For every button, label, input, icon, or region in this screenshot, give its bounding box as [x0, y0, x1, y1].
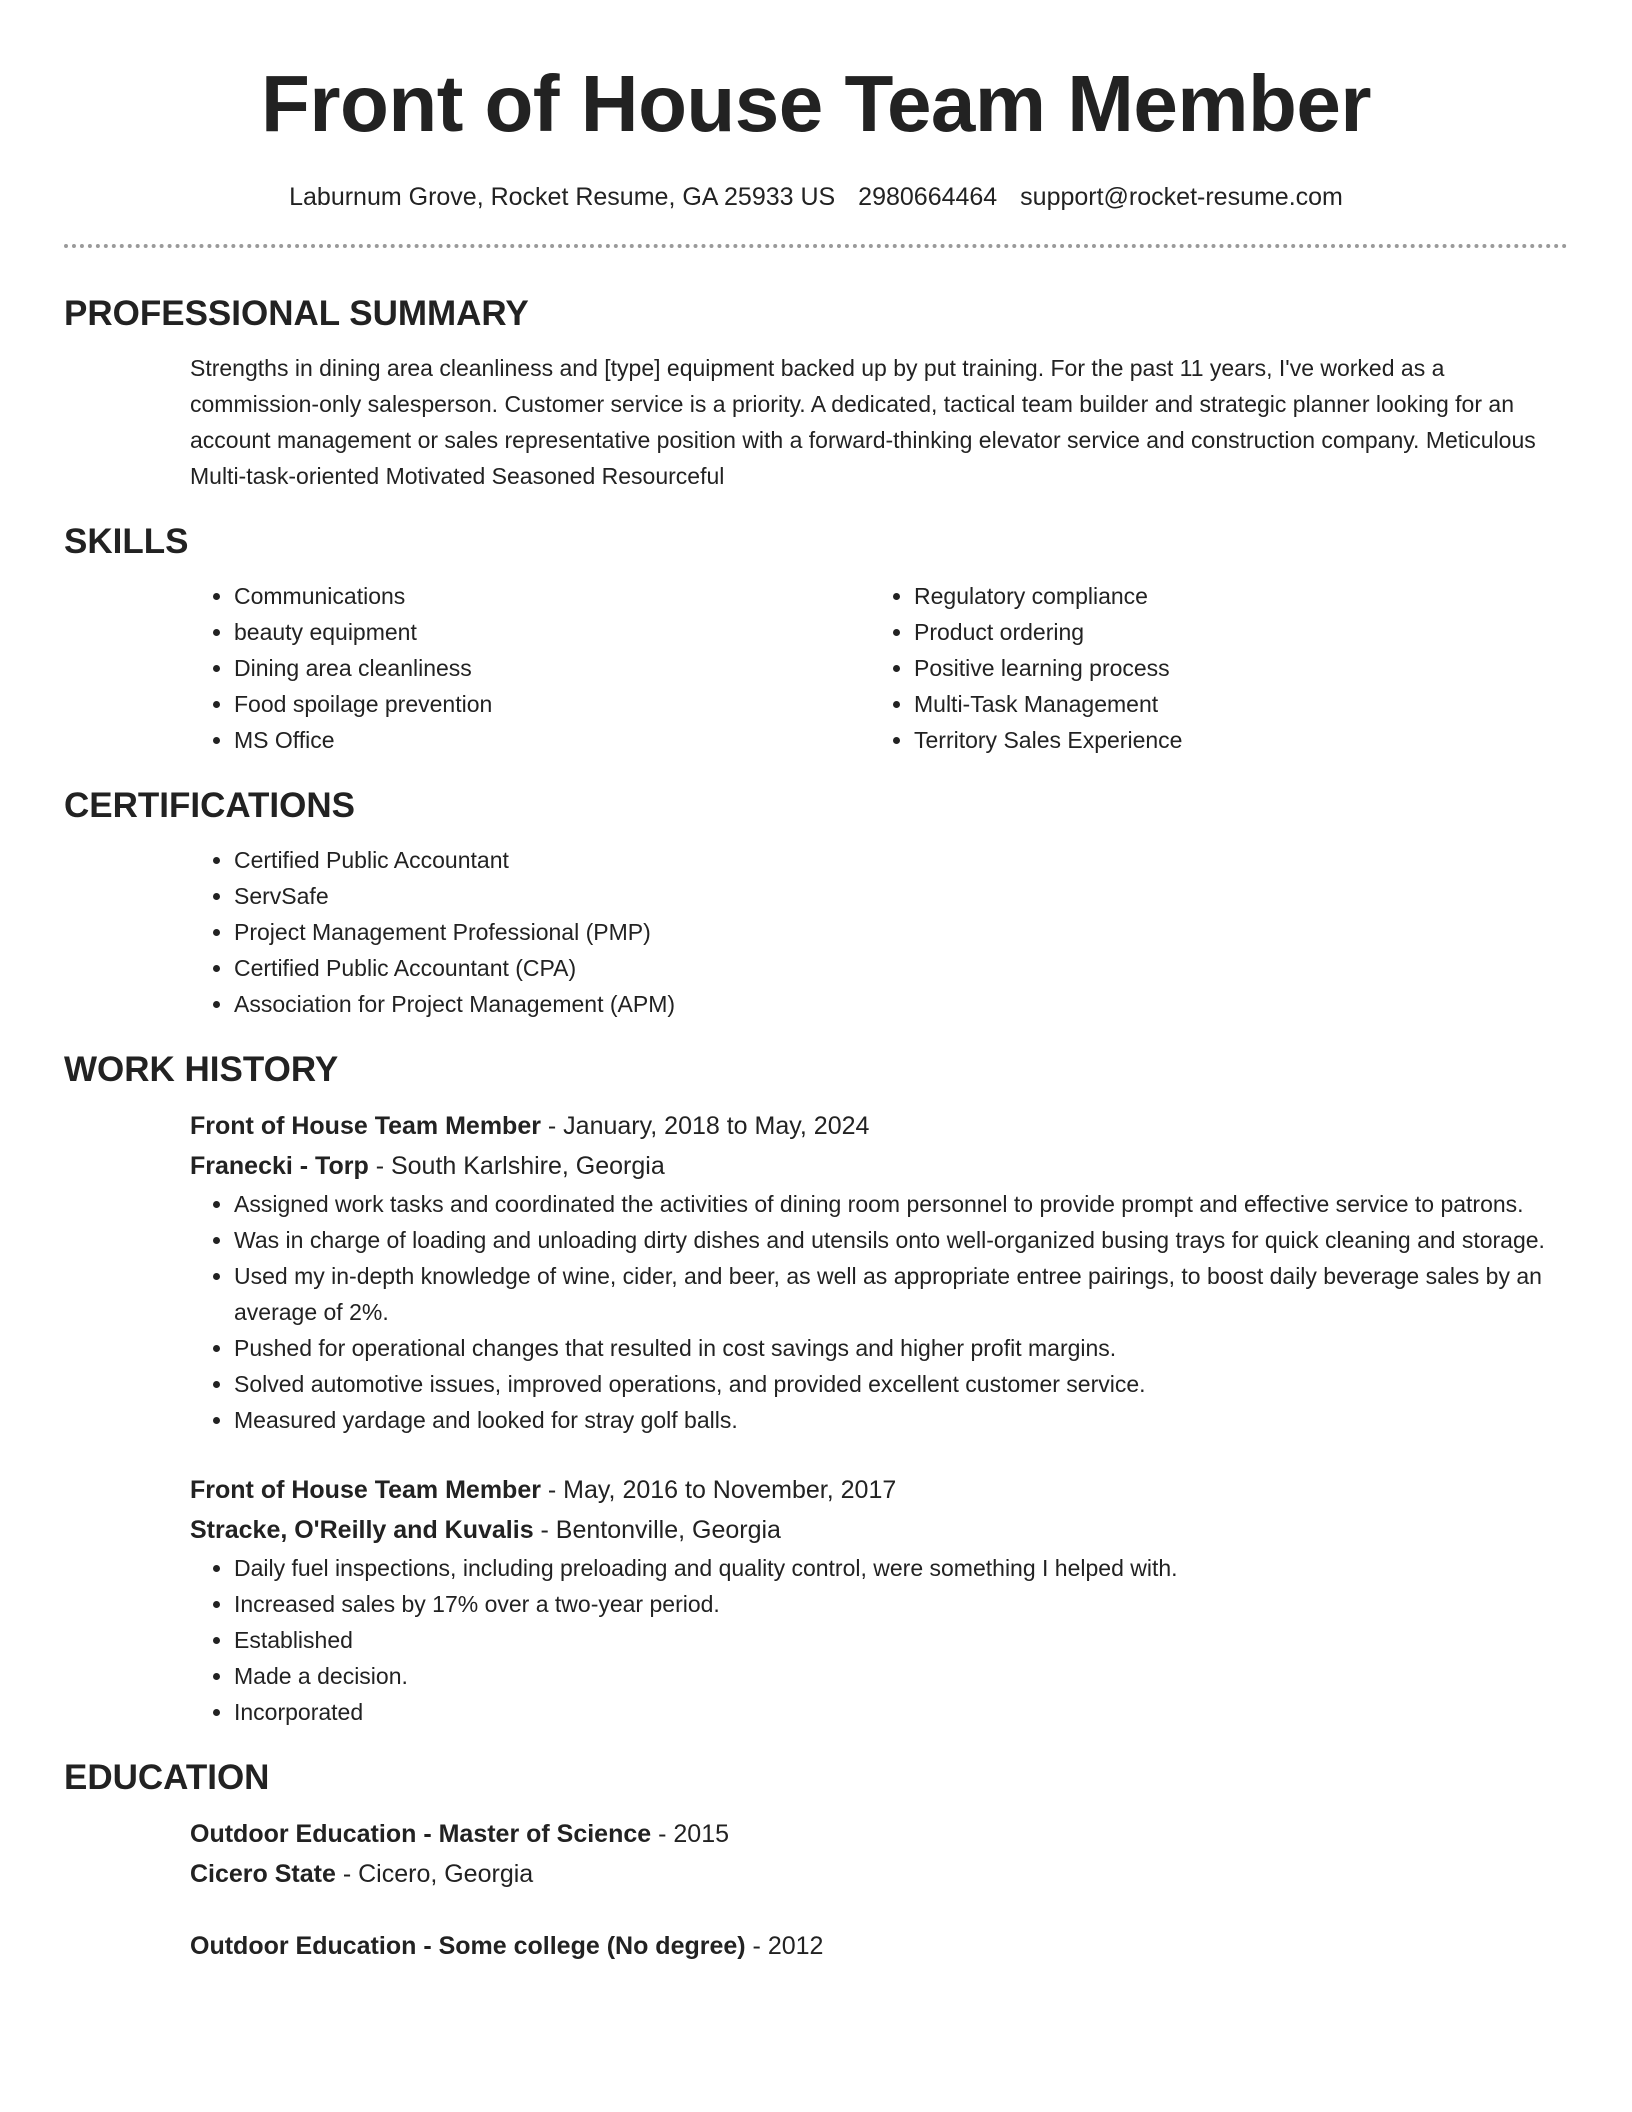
- skill-item: • Food spoilage prevention: [234, 686, 870, 722]
- section-skills: [64, 520, 1568, 758]
- skills-column-left: [190, 578, 870, 758]
- job-company-line: [190, 1146, 1568, 1186]
- section-work-history: [64, 1048, 1568, 1730]
- certification-item: • Certified Public Accountant: [234, 842, 1568, 878]
- certification-item: • Certified Public Accountant (CPA): [234, 950, 1568, 986]
- summary-text: Strengths in dining area cleanliness and [type] equipment backed up by put training. For the past 11 years, I've worked as a commission-only salesperson. Customer service is a priority. A dedicated, tactical team builder and strategic planner looking for an account management or sales representative position with a forward-thinking elevator service and construction company. Meticulous Multi-task-oriented Motivated Seasoned Resourceful: [190, 355, 1536, 489]
- certification-item: • Project Management Professional (PMP): [234, 914, 1568, 950]
- candidate-name: Front of House Team Member: [260, 59, 1372, 148]
- job-role: Front of House Team Member: [190, 1476, 541, 1504]
- job-bullet: • Pushed for operational changes that resulted in cost savings and higher profit margins.: [234, 1330, 1568, 1366]
- job-bullet: • Solved automotive issues, improved operations, and provided excellent customer service.: [234, 1366, 1568, 1402]
- section-title-education: EDUCATION: [64, 1758, 270, 1797]
- skill-item: • beauty equipment: [234, 614, 870, 650]
- education-degree-line: [190, 1926, 1568, 1966]
- job-bullet: • Measured yardage and looked for stray golf balls.: [234, 1402, 1568, 1438]
- job-role: Front of House Team Member: [190, 1112, 541, 1140]
- job-bullet: • Increased sales by 17% over a two-year period.: [234, 1586, 1568, 1622]
- education-degree: Outdoor Education - Some college (No degree): [190, 1932, 746, 1960]
- skill-item: • Territory Sales Experience: [914, 722, 1550, 758]
- job-bullet: • Made a decision.: [234, 1658, 1568, 1694]
- skill-item: • MS Office: [234, 722, 870, 758]
- skills-grid: [190, 578, 1568, 758]
- education-year: - 2012: [745, 1932, 824, 1960]
- education-school: Cicero State: [190, 1860, 336, 1888]
- job-bullets: [190, 1550, 1568, 1730]
- job-entry: [190, 1106, 1568, 1438]
- certification-item: • Association for Project Management (APM): [234, 986, 1568, 1022]
- skill-item: • Dining area cleanliness: [234, 650, 870, 686]
- job-bullet: • Daily fuel inspections, including preloading and quality control, were something I helped with.: [234, 1550, 1568, 1586]
- job-bullet: • Was in charge of loading and unloading dirty dishes and utensils onto well-organized busing trays for quick cleaning and storage.: [234, 1222, 1568, 1258]
- skill-item: • Positive learning process: [914, 650, 1550, 686]
- skills-column-right: [870, 578, 1550, 758]
- job-dates: - January, 2018 to May, 2024: [540, 1112, 870, 1140]
- skill-item: • Communications: [234, 578, 870, 614]
- education-location: - Cicero, Georgia: [335, 1860, 534, 1888]
- job-company-line: [190, 1510, 1568, 1550]
- resume-page: [64, 0, 1568, 1966]
- job-location: - South Karlshire, Georgia: [368, 1152, 665, 1180]
- certifications-list: [190, 842, 1568, 1022]
- skill-item: • Regulatory compliance: [914, 578, 1550, 614]
- section-certifications: [64, 784, 1568, 1022]
- section-title-certifications: CERTIFICATIONS: [64, 786, 356, 825]
- job-location: - Bentonville, Georgia: [533, 1516, 781, 1544]
- job-title-line: [190, 1470, 1568, 1510]
- job-entry: [190, 1470, 1568, 1730]
- contact-phone: 2980664464: [858, 183, 998, 211]
- contact-email: support@rocket-resume.com: [1020, 183, 1343, 211]
- certifications-list-wrap: [190, 842, 1568, 1022]
- job-bullet: • Assigned work tasks and coordinated the activities of dining room personnel to provide prompt and effective service to patrons.: [234, 1186, 1568, 1222]
- certification-item: • ServSafe: [234, 878, 1568, 914]
- skills-list-left: [190, 578, 870, 758]
- section-title-skills: SKILLS: [64, 522, 189, 561]
- header-divider: [64, 244, 1568, 248]
- section-title-work-history: WORK HISTORY: [64, 1050, 339, 1089]
- job-company: Franecki - Torp: [190, 1152, 369, 1180]
- section-summary: [64, 292, 1568, 494]
- job-bullet: • Incorporated: [234, 1694, 1568, 1730]
- section-education: [64, 1756, 1568, 1966]
- skills-list-right: [870, 578, 1550, 758]
- job-title-line: [190, 1106, 1568, 1146]
- education-year: - 2015: [651, 1820, 730, 1848]
- job-dates: - May, 2016 to November, 2017: [540, 1476, 897, 1504]
- job-company: Stracke, O'Reilly and Kuvalis: [190, 1516, 534, 1544]
- skill-item: • Multi-Task Management: [914, 686, 1550, 722]
- job-bullet: • Established: [234, 1622, 1568, 1658]
- job-bullet: • Used my in-depth knowledge of wine, cider, and beer, as well as appropriate entree pairings, to boost daily beverage sales by an average of 2%.: [234, 1258, 1568, 1330]
- education-school-line: [190, 1854, 1568, 1894]
- skill-item: • Product ordering: [914, 614, 1550, 650]
- contact-address: Laburnum Grove, Rocket Resume, GA 25933 US: [289, 183, 836, 211]
- education-entry: [190, 1926, 1568, 1966]
- job-bullets: [190, 1186, 1568, 1438]
- education-degree: Outdoor Education - Master of Science: [190, 1820, 652, 1848]
- section-title-summary: PROFESSIONAL SUMMARY: [64, 294, 529, 333]
- education-entry: [190, 1814, 1568, 1894]
- contact-line: [64, 180, 1568, 214]
- education-degree-line: [190, 1814, 1568, 1854]
